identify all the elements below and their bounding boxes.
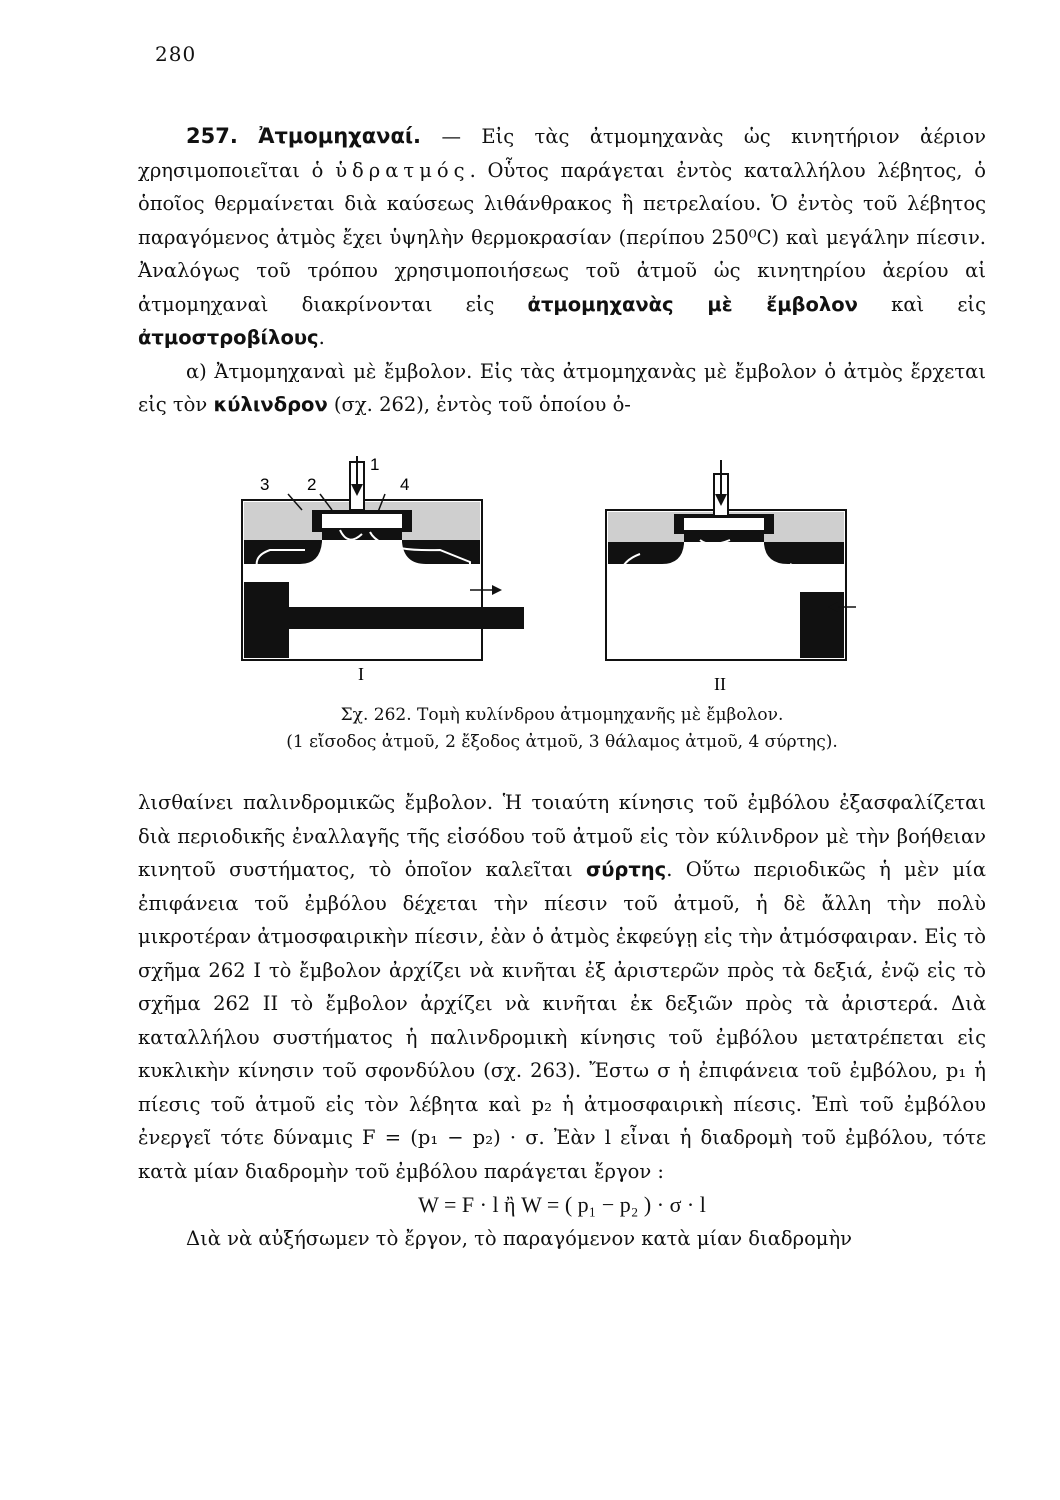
body-text-1b: . Οὕτω περιοδικῶς ἡ μὲν μία ἐπιφάνεια τοῦ ἐμβόλου δέχεται τὴν πίεσιν τοῦ ἀτμοῦ, ἡ δὲ ἄλλη τὴν πολὺ μικροτέραν ἀτμοσφαιρικὴν πίεσιν, ἐὰν ὁ ἀτμὸς ἐκφεύγῃ εἰς τὴν ἀτμόσφαιραν. Εἰς τὸ σχῆμα 262 I τὸ ἔμβολον ἀρχίζει νὰ κινῆται ἐξ ἀριστερῶν πρὸς τὰ δεξιά, ἐνῷ εἰς τὸ σχῆμα 262 II τὸ ἔμβολον ἀρχίζει νὰ κινῆται ἐκ δεξιῶν πρὸς τὰ ἀριστερά. Διὰ καταλλήλου συστήματος ἡ παλινδρομικὴ κίνησις τοῦ ἐμβόλου μετατρέπεται εἰς κυκλικὴν κίνησιν τοῦ σφονδύλου (σχ. 263). Ἔστω σ ἡ ἐπιφάνεια τοῦ ἐμβόλου, p₁ ἡ πίεσις τοῦ ἀτμοῦ εἰς τὸν λέβητα καὶ p₂ ἡ ἀτμοσφαιρικὴ πίεσις. Ἐπὶ τοῦ ἐμβόλου ἐνεργεῖ τότε δύναμις F = (p₁ − p₂) · σ. Ἐὰν l εἶναι ἡ διαδρομὴ τοῦ ἐμβόλου, τότε κατὰ μίαν διαδρομὴν τοῦ ἐμβόλου παράγεται ἔργον : xyxy=(138,858,986,1183)
subsection-a-label: α) Ἀτμομηχαναὶ μὲ ἔμβολον. xyxy=(186,359,473,383)
caption-line-1: Σχ. 262. Τομὴ κυλίνδρου ἀτμομηχανῆς μὲ ἔμβολον. xyxy=(340,705,784,725)
term-hydratmos: ὑδρατμός xyxy=(335,158,470,182)
label-3: 3 xyxy=(260,475,270,494)
term-steam-engines-piston: ἀτμομηχανὰς μὲ ἔμβολον xyxy=(527,292,858,316)
section-and: καὶ εἰς xyxy=(857,292,987,316)
term-cylinder: κύλινδρον xyxy=(213,393,328,416)
figure-caption xyxy=(138,702,986,756)
subsection-a-text: Εἰς τὰς ἀτμομηχανὰς μὲ ἔμβολον ὁ ἀτμὸς ἔρχεται εἰς τὸν xyxy=(138,359,986,416)
body-paragraph-1 xyxy=(138,786,986,1188)
section-paragraph xyxy=(138,120,986,355)
page-number: 280 xyxy=(155,42,197,66)
cylinder-diagram xyxy=(230,452,860,697)
subsection-a-text-2: (σχ. 262), ἐντὸς τοῦ ὁποίου ὀ- xyxy=(327,393,631,416)
section-intro xyxy=(138,120,986,422)
cylinder-section-i xyxy=(242,455,524,684)
body-text xyxy=(138,786,986,1255)
body-text-1a: λισθαίνει παλινδρομικῶς ἔμβολον. Ἡ τοιαύτη κίνησις τοῦ ἐμβόλου ἐξασφαλίζεται διὰ περιοδικῆς ἐναλλαγῆς τῆς εἰσόδου τοῦ ἀτμοῦ εἰς τὸν κύλινδρον μὲ τὴν βοήθειαν κινητοῦ συστήματος, τὸ ὁποῖον καλεῖται xyxy=(138,791,986,881)
figure-262 xyxy=(230,452,860,697)
cylinder-section-ii xyxy=(606,460,856,694)
term-surtis: σύρτης xyxy=(586,858,667,881)
section-number: 257. xyxy=(186,124,238,148)
section-text-start: — Εἰς τὰς ἀτμομηχανὰς ὡς κινητήριον ἀέριον χρησιμοποιεῖται ὁ xyxy=(138,125,987,182)
subsection-a-paragraph xyxy=(138,355,986,422)
section-text-1: . Οὗτος παράγεται ἐντὸς καταλλήλου λέβητος, ὁ ὁποῖος θερμαίνεται διὰ καύσεως λιθάνθρακος ἢ πετρελαίου. Ὁ ἐντὸς τοῦ λέβητος παραγόμενος ἀτμὸς ἔχει ὑψηλὴν θερμοκρασίαν (περίπου 250⁰C) καὶ μεγάλην πίεσιν. Ἀναλόγως τοῦ τρόπου χρησιμοποιήσεως τοῦ ἀτμοῦ ὡς κινητηρίου ἀερίου αἱ ἀτμομηχαναὶ διακρίνονται εἰς xyxy=(138,158,986,316)
section-end: . xyxy=(318,326,325,349)
label-2: 2 xyxy=(307,475,317,494)
label-roman-i: I xyxy=(358,664,364,684)
section-title: Ἀτμομηχαναί. xyxy=(258,124,422,148)
label-4: 4 xyxy=(400,475,410,494)
term-steam-turbines: ἀτμοστροβίλους xyxy=(138,326,319,349)
body-paragraph-2: Διὰ νὰ αὐξήσωμεν τὸ ἔργον, τὸ παραγόμενον κατὰ μίαν διαδρομὴν xyxy=(186,1226,853,1250)
label-roman-ii: II xyxy=(714,674,726,694)
work-formula: W = F · l ἢ W = ( p₁ − p₂ ) · σ · l xyxy=(418,1192,706,1217)
label-1: 1 xyxy=(370,455,380,474)
caption-line-2: (1 εἴσοδος ἀτμοῦ, 2 ἔξοδος ἀτμοῦ, 3 θάλαμος ἀτμοῦ, 4 σύρτης). xyxy=(286,732,838,752)
